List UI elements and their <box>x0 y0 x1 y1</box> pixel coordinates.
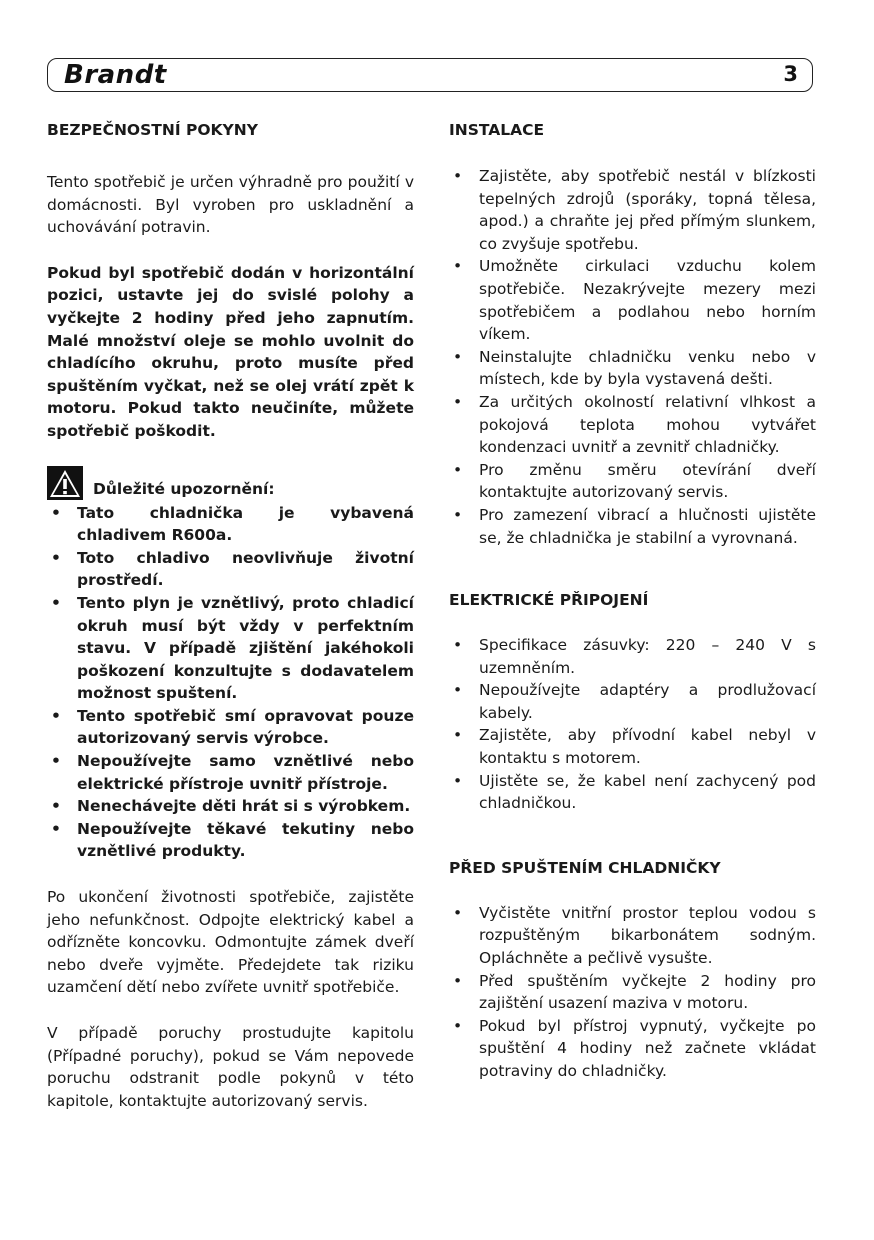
electrical-heading: ELEKTRICKÉ PŘIPOJENÍ <box>449 591 649 610</box>
right-column <box>449 119 816 1083</box>
page-header <box>47 58 813 92</box>
list-item: • Nepoužívejte adaptéry a prodlužovací kabely. <box>449 679 816 724</box>
warning-header <box>47 466 414 500</box>
list-item: • Tento spotřebič smí opravovat pouze autorizovaný servis výrobce. <box>47 705 414 750</box>
list-item: • Specifikace zásuvky: 220 – 240 V s uzemněním. <box>449 634 816 679</box>
list-item: • Pokud byl přístroj vypnutý, vyčkejte po spuštění 4 hodiny než začnete vkládat potraviny do chladničky. <box>449 1015 816 1083</box>
warning-triangle-icon <box>47 466 83 500</box>
installation-list <box>449 165 816 549</box>
faults-paragraph: V případě poruchy prostudujte kapitolu (Případné poruchy), pokud se Vám nepovede poruchu odstranit podle pokynů v této kapitole, kontaktujte autorizovaný servis. <box>47 1024 414 1110</box>
list-item: • Před spuštěním vyčkejte 2 hodiny pro zajištění usazení maziva v motoru. <box>449 970 816 1015</box>
electrical-list <box>449 634 816 815</box>
horizontal-transport-paragraph: Pokud byl spotřebič dodán v horizontální pozici, ustavte jej do svislé polohy a vyčkejte 2 hodiny před jeho zapnutím. Malé množství oleje se mohlo uvolnit do chladícího okruhu, proto musíte před spuštěním vyčkat, než se olej vrátí zpět k motoru. Pokud takto neučiníte, můžete spotřebič poškodit. <box>47 263 414 440</box>
list-item: • Zajistěte, aby přívodní kabel nebyl v kontaktu s motorem. <box>449 724 816 769</box>
list-item: • Toto chladivo neovlivňuje životní prostředí. <box>47 547 414 592</box>
list-item: • Pro změnu směru otevírání dveří kontaktujte autorizovaný servis. <box>449 459 816 504</box>
disposal-paragraph: Po ukončení životnosti spotřebiče, zajistěte jeho nefunkčnost. Odpojte elektrický kabel a odřízněte koncovku. Odmontujte zámek dveří nebo dveře vyjměte. Předejdete tak riziku uzamčení dětí nebo zvířete uvnitř spotřebiče. <box>47 888 414 997</box>
warning-title: Důležité upozornění: <box>93 479 275 498</box>
list-item: • Vyčistěte vnitřní prostor teplou vodou s rozpuštěným bikarbonátem sodným. Opláchněte a pečlivě vysušte. <box>449 902 816 970</box>
list-item: • Nepoužívejte samo vznětlivé nebo elektrické přístroje uvnitř přístroje. <box>47 750 414 795</box>
list-item: • Tato chladnička je vybavená chladivem R600a. <box>47 502 414 547</box>
before-start-list <box>449 902 816 1083</box>
list-item: • Za určitých okolností relativní vlhkost a pokojová teplota mohou vytvářet kondenzaci uvnitř a zevnitř chladničky. <box>449 391 816 459</box>
list-item: • Nepoužívejte těkavé tekutiny nebo vznětlivé produkty. <box>47 818 414 863</box>
list-item: • Umožněte cirkulaci vzduchu kolem spotřebiče. Nezakrývejte mezery mezi spotřebičem a podlahou nebo horním víkem. <box>449 255 816 345</box>
list-item: • Tento plyn je vznětlivý, proto chladicí okruh musí být vždy v perfektním stavu. V případě zjištění jakéhokoli poškození konzultujte s dodavatelem možnost spuštení. <box>47 592 414 705</box>
list-item: • Zajistěte, aby spotřebič nestál v blízkosti tepelných zdrojů (sporáky, topná tělesa, apod.) a chraňte jej před přímým slunkem, co zvyšuje spotřebu. <box>449 165 816 255</box>
warning-list <box>47 502 414 864</box>
brand-logo: Brandt <box>64 60 167 90</box>
list-item: • Pro zamezení vibrací a hlučnosti ujistěte se, že chladnička je stabilní a vyrovnaná. <box>449 504 816 549</box>
installation-heading: INSTALACE <box>449 121 545 139</box>
safety-intro-paragraph: Tento spotřebič je určen výhradně pro použití v domácnosti. Byl vyroben pro uskladnění a uchovávání potravin. <box>47 173 414 237</box>
list-item: • Nenechávejte děti hrát si s výrobkem. <box>47 795 414 818</box>
list-item: • Neinstalujte chladničku venku nebo v místech, kde by byla vystavená dešti. <box>449 346 816 391</box>
list-item: • Ujistěte se, že kabel není zachycený pod chladničkou. <box>449 770 816 815</box>
left-column <box>47 119 414 1112</box>
safety-heading: BEZPEČNOSTNÍ POKYNY <box>47 121 258 139</box>
page-number: 3 <box>783 62 798 86</box>
before-start-heading: PŘED SPUŠTENÍM CHLADNIČKY <box>449 858 721 877</box>
